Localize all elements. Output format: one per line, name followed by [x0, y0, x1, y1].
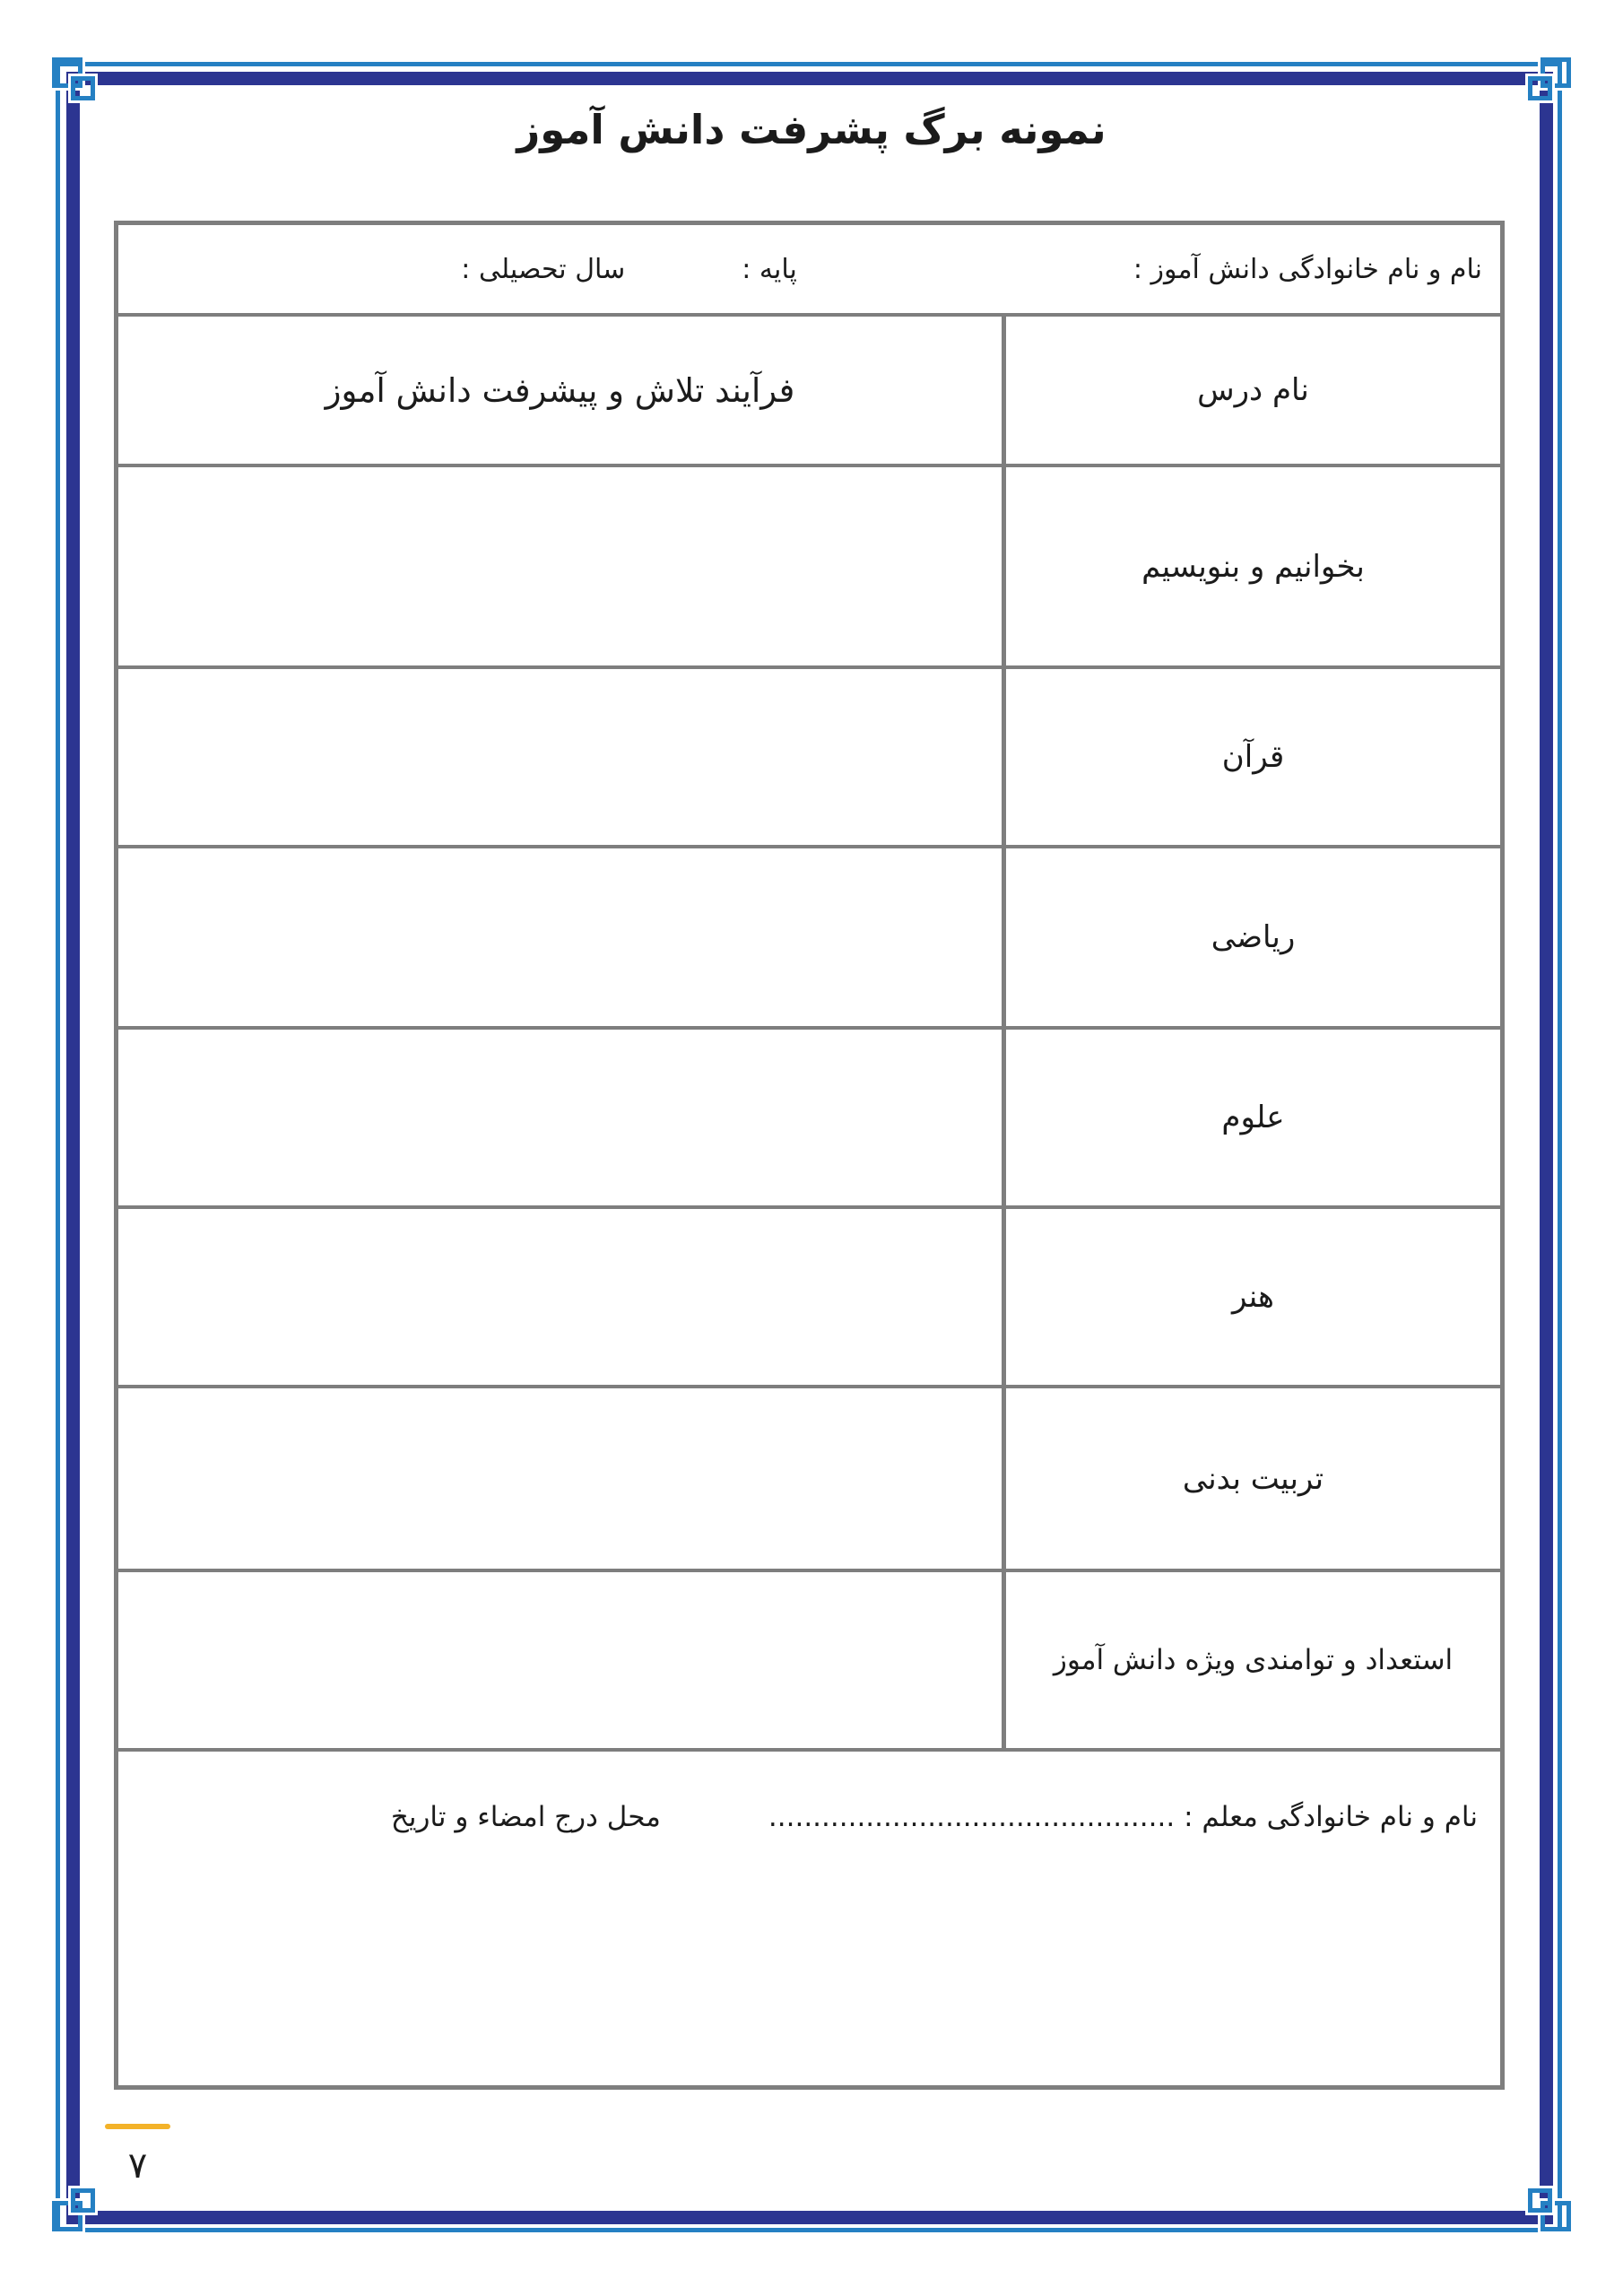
- teacher-signature-row: [118, 1748, 1500, 2085]
- subject-row: [118, 1205, 1500, 1385]
- progress-entry-cell: [118, 848, 1002, 1026]
- column-header-row: [118, 313, 1500, 464]
- subject-row: [118, 845, 1500, 1026]
- subject-row: [118, 1569, 1500, 1748]
- teacher-name-label: [768, 1801, 1478, 1833]
- corner-square-inner: [71, 76, 95, 100]
- teacher-name-text: نام و نام خانوادگی معلم :: [1184, 1801, 1478, 1833]
- student-info-header-row: [118, 225, 1500, 313]
- subject-name-cell: هنر: [1002, 1209, 1500, 1385]
- subject-column-header-cell: نام درس: [1002, 317, 1500, 464]
- subject-name-cell: ریاضی: [1002, 848, 1500, 1026]
- progress-entry-cell: [118, 1030, 1002, 1205]
- subject-row: [118, 665, 1500, 845]
- grade-label: پایه :: [742, 253, 797, 285]
- subject-row: [118, 464, 1500, 665]
- dotted-fill-line: ..............................................: [768, 1801, 1176, 1833]
- page-number: ۷: [127, 2145, 148, 2187]
- border-corner-ornament-top-left: [52, 57, 99, 104]
- subject-name-cell: علوم: [1002, 1030, 1500, 1205]
- process-column-header-cell: فرآیند تلاش و پیشرفت دانش آموز: [325, 370, 795, 410]
- subject-name-cell: بخوانیم و بنویسیم: [1002, 467, 1500, 665]
- subject-name-cell: تربیت بدنی: [1002, 1388, 1500, 1569]
- page-title: نمونه برگ پشرفت دانش آموز: [516, 106, 1107, 153]
- progress-entry-cell: [118, 1572, 1002, 1748]
- subject-name-cell: استعداد و توامندی ویژه دانش آموز: [1002, 1572, 1500, 1748]
- progress-entry-cell: [118, 1209, 1002, 1385]
- signature-place-label: محل درج امضاء و تاریخ: [390, 1801, 661, 1833]
- academic-year-label: سال تحصیلی :: [461, 253, 626, 285]
- student-name-label: نام و نام خانوادگی دانش آموز :: [1133, 253, 1482, 285]
- corner-square-inner: [1528, 76, 1552, 100]
- page-number-marker-line: [105, 2124, 170, 2129]
- progress-form-table: [114, 221, 1505, 2090]
- progress-entry-cell: [118, 467, 1002, 665]
- border-corner-ornament-bottom-left: [52, 2185, 99, 2231]
- corner-square-inner: [71, 2188, 95, 2213]
- progress-entry-cell: [118, 1388, 1002, 1569]
- subject-row: [118, 1385, 1500, 1569]
- corner-square-inner: [1528, 2188, 1552, 2213]
- subject-row: [118, 1026, 1500, 1205]
- border-corner-ornament-bottom-right: [1524, 2185, 1571, 2231]
- subject-name-cell: قرآن: [1002, 669, 1500, 845]
- progress-entry-cell: [118, 669, 1002, 845]
- border-corner-ornament-top-right: [1524, 57, 1571, 104]
